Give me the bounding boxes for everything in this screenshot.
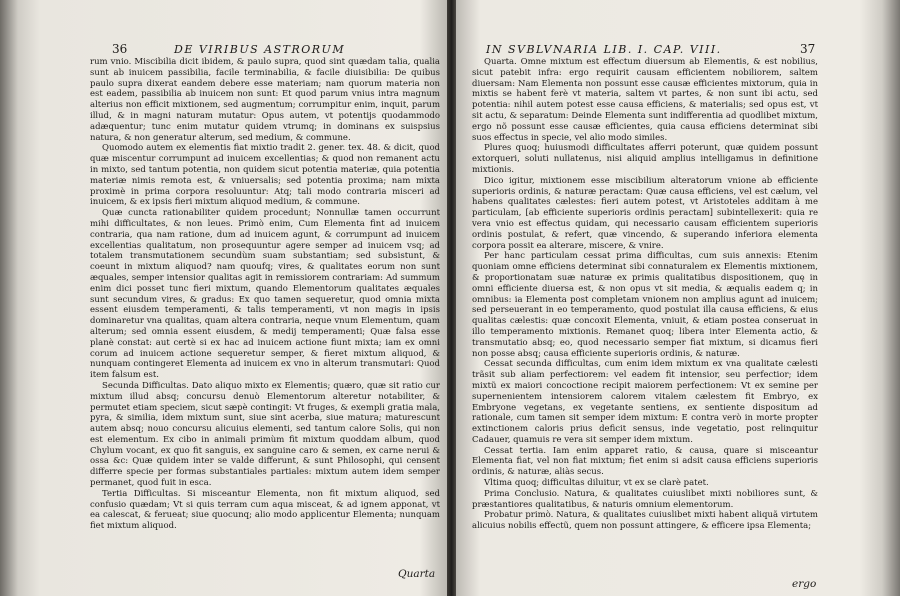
paragraph: Quarta. Omne mixtum est effectum diuersum ab Elementis, & est nobilius, sicut patebit infra: ergo requirit causam efficientem nobiliorem, saltem diuersam: Nam Elementa non possunt esse causæ efficientes mixtorum, quia in mixtis se habent ferè vt materia, saltem vt partes, & non sunt ibi actu, sed potentia: nihil autem potest esse causa efficiens, & materialis; sed opus est, vt sit actu, & separatum: Deinde Elementa sunt indifferentia ad quodlibet mixtum, ergo nõ possunt esse causæ efficientes, quia causa efficiens determinat sibi suos effectus in specie, vel alio modo similes. bbox=[472, 57, 818, 143]
paragraph: Quæ cuncta rationabiliter quidem procedunt; Nonnullæ tamen occurrunt mihi difficultates, & non leues. Primò enim, Cum Elementa fint ad inuicem contraria, qua nam ratione, dum ad inuicem agunt, & corrumpunt ad inuicem excellentias qualitatum, non prosequuntur agere semper ad inuicem vsq; ad totalem transmutationem secundùm suam substantiam; sed subsistunt, & coeunt in mixtum aliquod? nam quoufq; vires, & qualitates eorum non sunt æquales, semper intensior qualitas agit in remissiorem contrariam: Ad summum enim dici posset tunc fieri mixtum, quando Elementorum qualitates æquales sunt secundum vires, & gradus: Ex quo tamen sequeretur, quod omnia mixta essent eiusdem temperamenti, & talis temperamenti, vt non magis in ipsis dominaretur vna qualitas, quam altera contraria, neque vnum Elementum, quam alterum; sed omnia essent eiusdem, & medij temperamenti; Quæ falsa esse planè constat: aut certè si ex hac ad inuicem actione fiunt mixta; iam ex omni corum ad inuicem actione sequeretur semper, & fieret mixtum aliquod, & nunquam contingeret Elementa ad inuicem ex vno in alterum transmutari: Quod item falsum est. bbox=[90, 208, 440, 381]
paragraph: Probatur primò. Natura, & qualitates cuiuslibet mixti habent aliquã virtutem alicuius nobilis effectũ, quem non possunt attingere, & efficere ipsa Elementa; bbox=[472, 510, 818, 532]
paragraph: Cessat secunda difficultas, cum enim idem mixtum ex vna qualitate cælesti trãsit sub aliam perfectiorem: vel eadem fit intensior, seu perfectior; idem mixtũ ex maiori concoctione recipit maiorem perfectionem: Vt ex semine per supernenientem intensiorem calorem vitalem cælestem fit Embryo, ex Embryone vegetans, ex vegetante sentiens, ex sentiente dispositum ad rationale, cum tamen sit semper idem mixtum: E contra verò in morte propter extinctionem caloris prius deficit sensus, inde vegetatio, post relinquitur Cadauer, quamuis re vera sit semper idem mixtum. bbox=[472, 359, 818, 445]
paragraph: Per hanc particulam cessat prima difficultas, cum suis annexis: Etenim quoniam omne efficiens determinat sibi connaturalem ex Elementis mixtionem, & proportionatam suæ naturæ ex primis qualitatibus dispositionem, quę in omni efficiente diuersa est, & non opus vt sit media, & æqualis eadem q; in omnibus: ia Elementa post completam vnionem non amplius agunt ad inuicem; sed perseuerant in eo temperamento, quod postulat illa causa efficiens, & eius qualitas cælestis: quæ concoxit Elementa, vniuit, & etiam postea conseruat in illo temperamento mixtionis. Remanet quoq; libera inter Elementa actio, & transmutatio absq; eo, quod necessario semper fiat mixtum, si dicamus fieri non posse absq; causa efficiente superioris ordinis, & naturæ. bbox=[472, 251, 818, 359]
left-page bbox=[18, 0, 450, 596]
left-page-text bbox=[90, 57, 440, 532]
paragraph: Vltima quoq; difficultas diluitur, vt ex se clarè patet. bbox=[484, 478, 709, 489]
paragraph: Dico igitur, mixtionem esse miscibilium alteratorum vnione ab efficiente superioris ordinis, & naturæ peractam: Quæ causa efficiens, vel est cælum, vel habens qualitates cælestes: fieri autem potest, vt Aristoteles additam à me particulam, [ab efficiente superioris ordinis peractam] subintellexerit: quia re vera vnio est effectus quidam, qui necessario causam efficientem superioris ordinis postulat, & refert, quæ vincendo, & superando inferiora elementa corpora possit ea alterare, miscere, & vnire. bbox=[472, 175, 818, 251]
paragraph: Cessat tertia. Iam enim apparet ratio, & causa, quare si misceantur Elementa fiat, vel non fiat mixtum; fiet enim si adsit causa efficiens superioris ordinis, & naturæ, aliàs secus. bbox=[472, 445, 818, 478]
page-number: 37 bbox=[800, 42, 816, 56]
right-page bbox=[456, 0, 884, 596]
paragraph: rum vnio. Miscibilia dicit ibidem, & paulo supra, quod sint quædam talia, qualia sunt ab inuicem passibilia, facile terminabilia, & facile diuisibilia: De quibus paulo supra dixerat eandem debere esse materiam; nam quorum materia non est eadem, passibilia ab inuicem non sunt: Et quod parum vnius intra magnum alterius non efficit mixtionem, sed augmentum; corrumpitur enim, inquit, parum illud, & in magni naturam mutatur: Opus autem, vt potentijs quodammodo adæquentur; tunc enim mutatur quidem vtrumq; in dominans ex suispsius natura, & non generatur alterum, sed medium, & commune. bbox=[90, 57, 440, 143]
right-page-text bbox=[472, 57, 818, 532]
paragraph: Plures quoq; huiusmodi difficultates afferri poterunt, quæ quidem possunt extorqueri, soluti nullatenus, nisi aliquid amplius intelligamus in definitione mixtionis. bbox=[472, 143, 818, 175]
paragraph: Secunda Difficultas. Dato aliquo mixto ex Elementis; quæro, quæ sit ratio cur mixtum illud absq; concursu denuò Elementorum alteretur notabiliter, & permutet etiam speciem, sicut sæpè contingit: Vt fruges, & exempli gratia mala, pyra, & similia, idem mixtum sunt, siue sint acerba, siue matura; maturescunt autem absq; nouo concursu alicuius elementi, sed tantum calore Solis, qui non est elementum. Ex cibo in animali primùm fit mixtum quoddam album, quod Chylum vocant, ex quo fit sanguis, ex sanguine caro & semen, ex carne nerui & ossa &c: Quæ quidem inter se valde differunt, & sunt Philosophi, qui censent differre specie per formas substantiales partiales: mixtum autem idem semper permanet, quod fuit in esca. bbox=[90, 380, 440, 489]
page-number: 36 bbox=[112, 42, 128, 56]
running-head: DE VIRIBUS ASTRORUM bbox=[174, 43, 346, 56]
catchword: ergo bbox=[792, 578, 817, 590]
paragraph: Tertia Difficultas. Si misceantur Elementa, non fit mixtum aliquod, sed confusio quædam; Vt si quis terram cum aqua misceat, & ad ignem apponat, vt ea calescat, & ferueat; siue quocunq; alio modo applicentur Elementa; nunquam fiet mixtum aliquod. bbox=[90, 488, 440, 532]
running-head: IN SVBLVNARIA LIB. I. CAP. VIII. bbox=[486, 43, 722, 56]
catchword: Quarta bbox=[398, 568, 436, 580]
paragraph: Prima Conclusio. Natura, & qualitates cuiuslibet mixti nobiliores sunt, & præstantiores qualitatibus, & naturis omnium elementorum. bbox=[472, 488, 818, 510]
paragraph: Quomodo autem ex elementis fiat mixtio tradit 2. gener. tex. 48. & dicit, quod quæ miscentur corrumpunt ad inuicem excellentias; & quod non remanent actu in mixto, sed tantum potentia, non quidem sicut potentia materiæ, quia potentia materiæ nimis remota est, & vniuersalis; sed potentia proxima; nam mixta proximè in prima corpora resoluuntur: Atq; tali modo contraria misceri ad inuicem, & ex ipsis fieri mixtum aliquod medium, & commune. bbox=[90, 143, 440, 208]
